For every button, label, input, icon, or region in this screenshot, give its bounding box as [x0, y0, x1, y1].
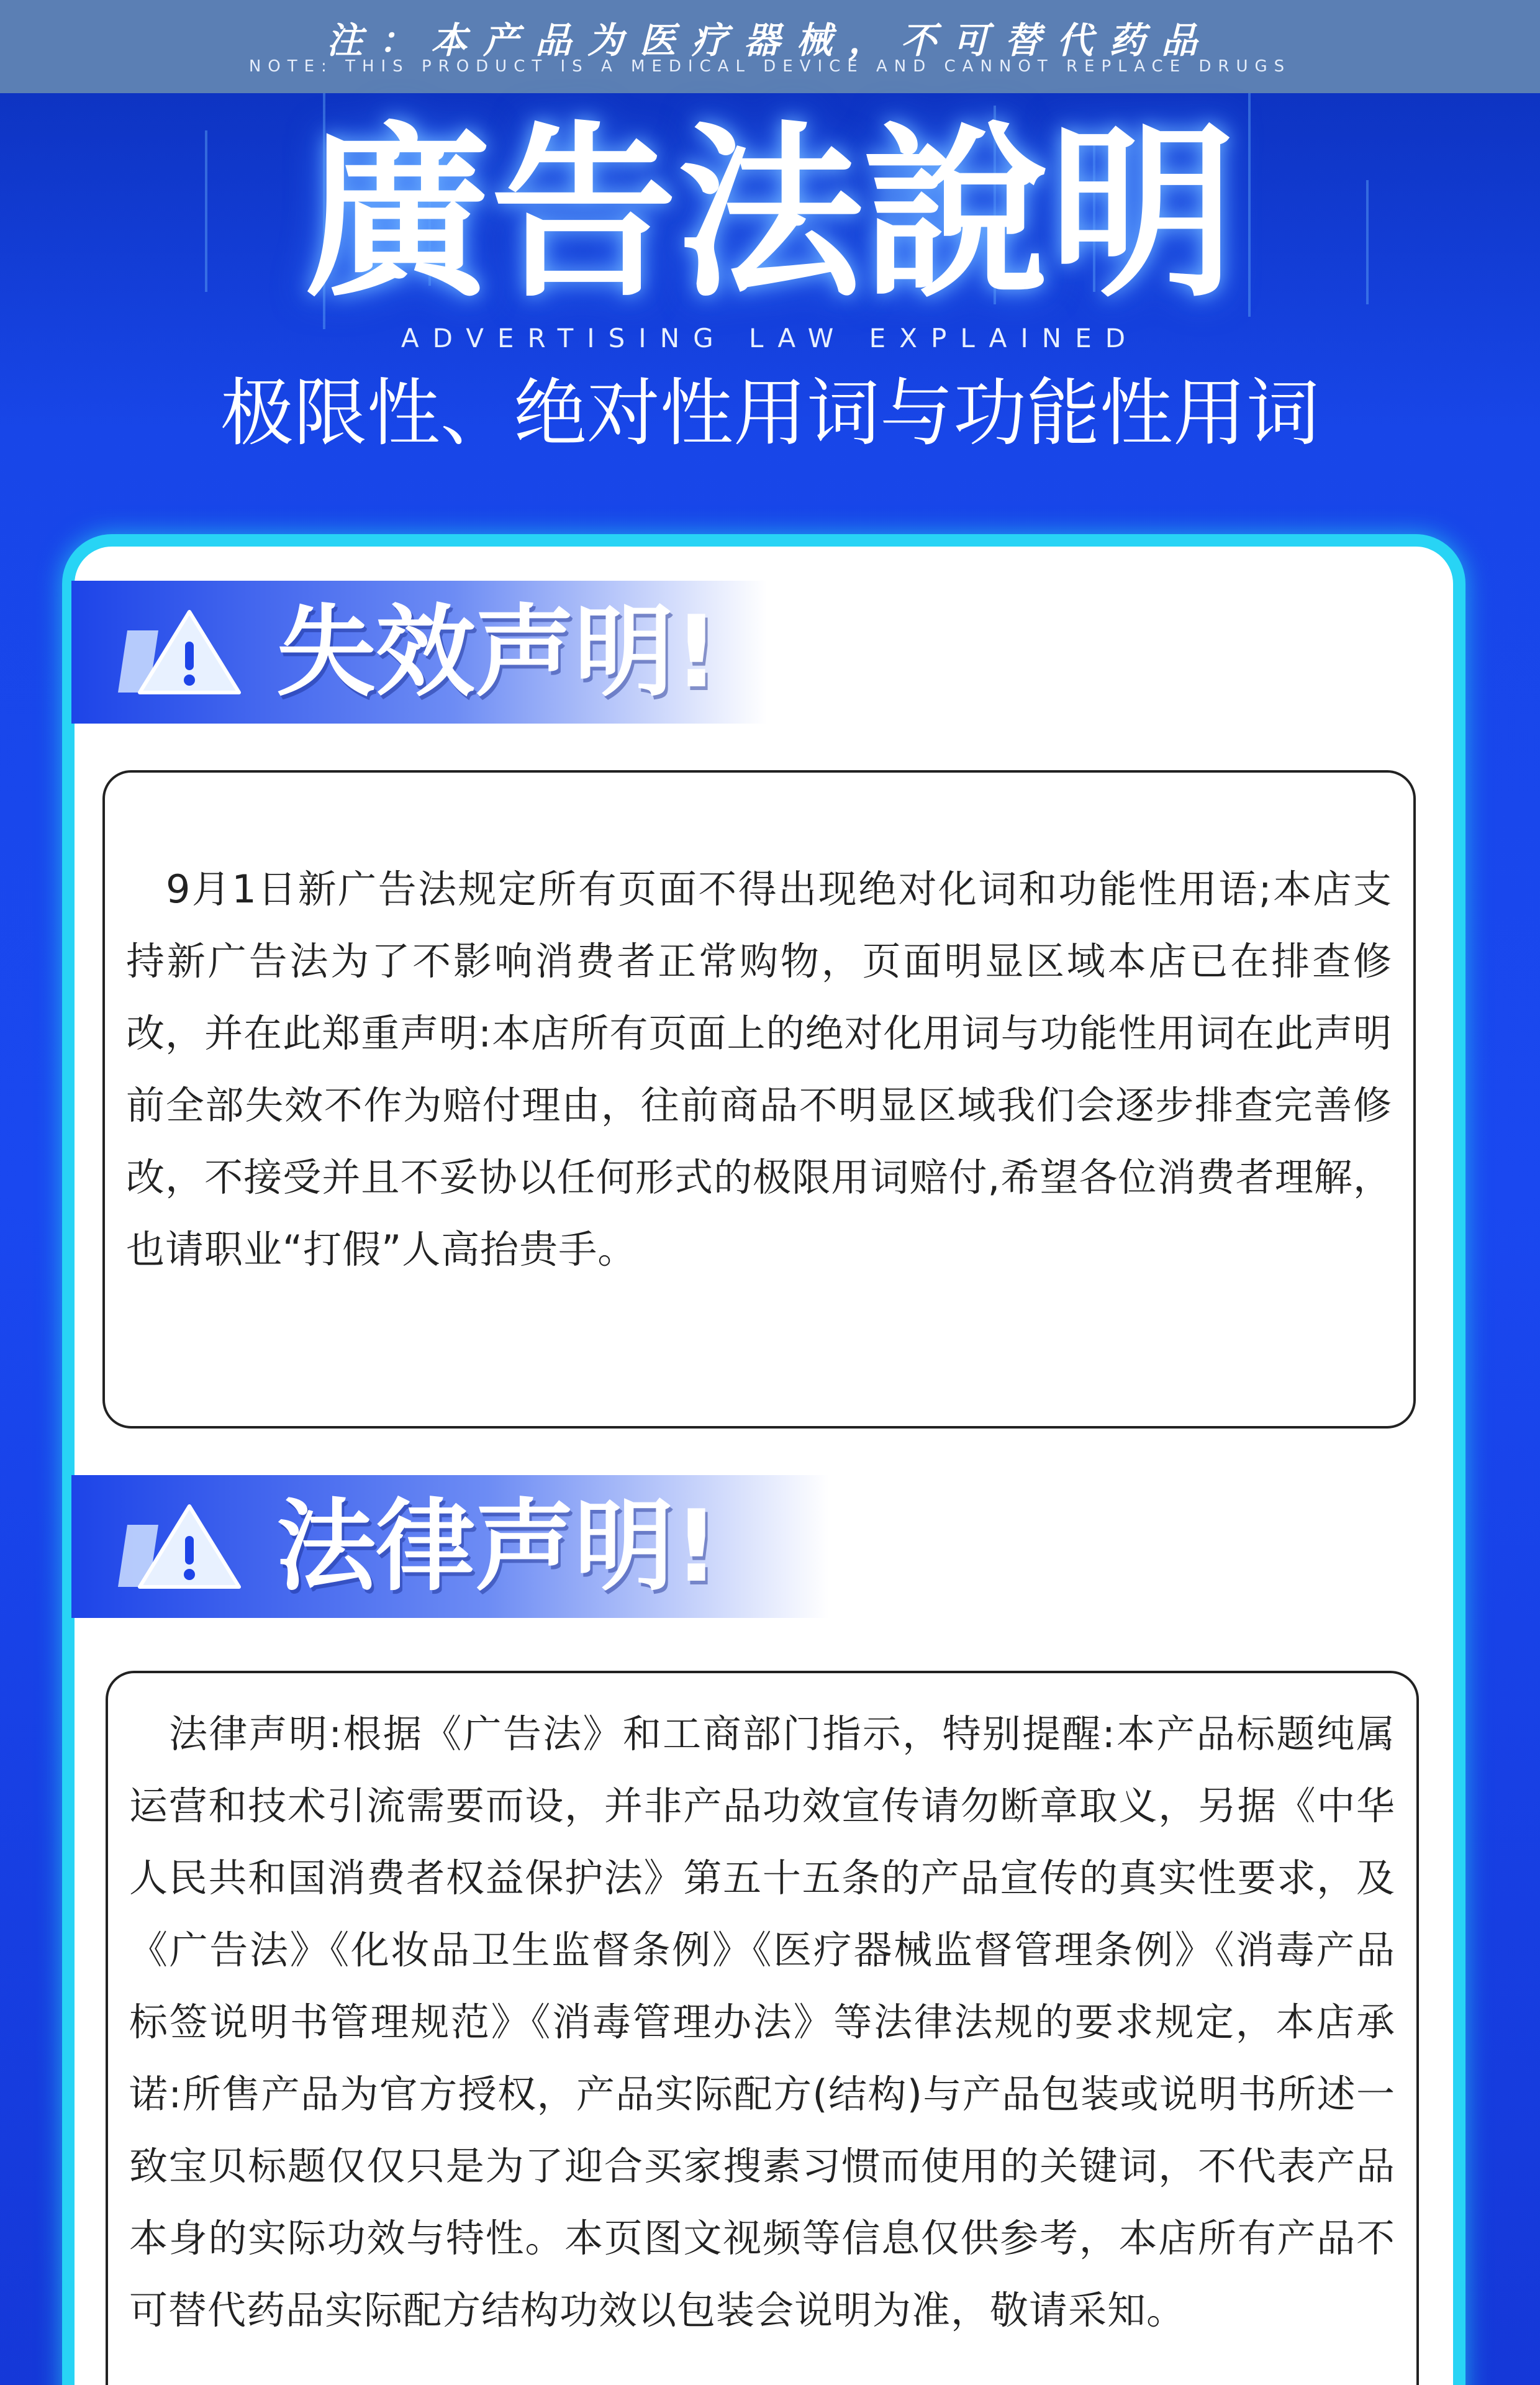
warning-icon — [115, 1500, 245, 1593]
section-heading-legal — [71, 1475, 829, 1618]
page-title: 廣告法說明 — [304, 106, 1236, 322]
invalidation-statement-box — [102, 770, 1416, 1429]
page-subtitle-en: ADVERTISING LAW EXPLAINED — [401, 323, 1139, 353]
section-title: 法律声明! — [276, 1488, 719, 1604]
section-title: 失效声明! — [276, 594, 719, 710]
notice-cn-text: 注：本产品为医疗器械，不可替代药品 — [326, 19, 1213, 61]
medical-device-notice-banner — [0, 0, 1540, 93]
legal-statement-box — [106, 1671, 1419, 2385]
legal-statement-text: 法律声明:根据《广告法》和工商部门指示，特别提醒:本产品标题纯属运营和技术引流需要而设，并非产品功效宣传请勿断章取义，另据《中华人民共和国消费者权益保护法》第五十五条的产品宣传的真实性要求，及《广告法》《化妆品卫生监督条例》《医疗器械监督管理条例》《消毒产品标签说明书管理规范》《消毒管理办法》等法律法规的要求规定，本店承诺:所售产品为官方授权，产品实际配方(结构)与产品包装或说明书所述一致宝贝标题仅仅只是为了迎合买家搜素习惯而使用的关键词，不代表产品本身的实际功效与特性。本页图文视频等信息仅供参考，本店所有产品不可替代药品实际配方结构功效以包装会说明为准，敬请采知。 — [129, 1711, 1395, 2333]
section-heading-invalidation — [71, 581, 767, 724]
notice-en-text: NOTE: THIS PRODUCT IS A MEDICAL DEVICE AND CANNOT REPLACE DRUGS — [248, 57, 1292, 76]
page-subtitle-cn: 极限性、绝对性用词与功能性用词 — [220, 370, 1320, 456]
warning-icon — [115, 606, 245, 699]
invalidation-statement-text: 9月1日新广告法规定所有页面不得出现绝对化词和功能性用语;本店支持新广告法为了不影响消费者正常购物，页面明显区域本店已在排查修改，并在此郑重声明:本店所有页面上的绝对化用词与功能性用词在此声明前全部失效不作为赔付理由，往前商品不明显区域我们会逐步排查完善修改，不接受并且不妥协以任何形式的极限用词赔付,希望各位消费者理解，也请职业“打假”人高抬贵手。 — [126, 866, 1392, 1272]
